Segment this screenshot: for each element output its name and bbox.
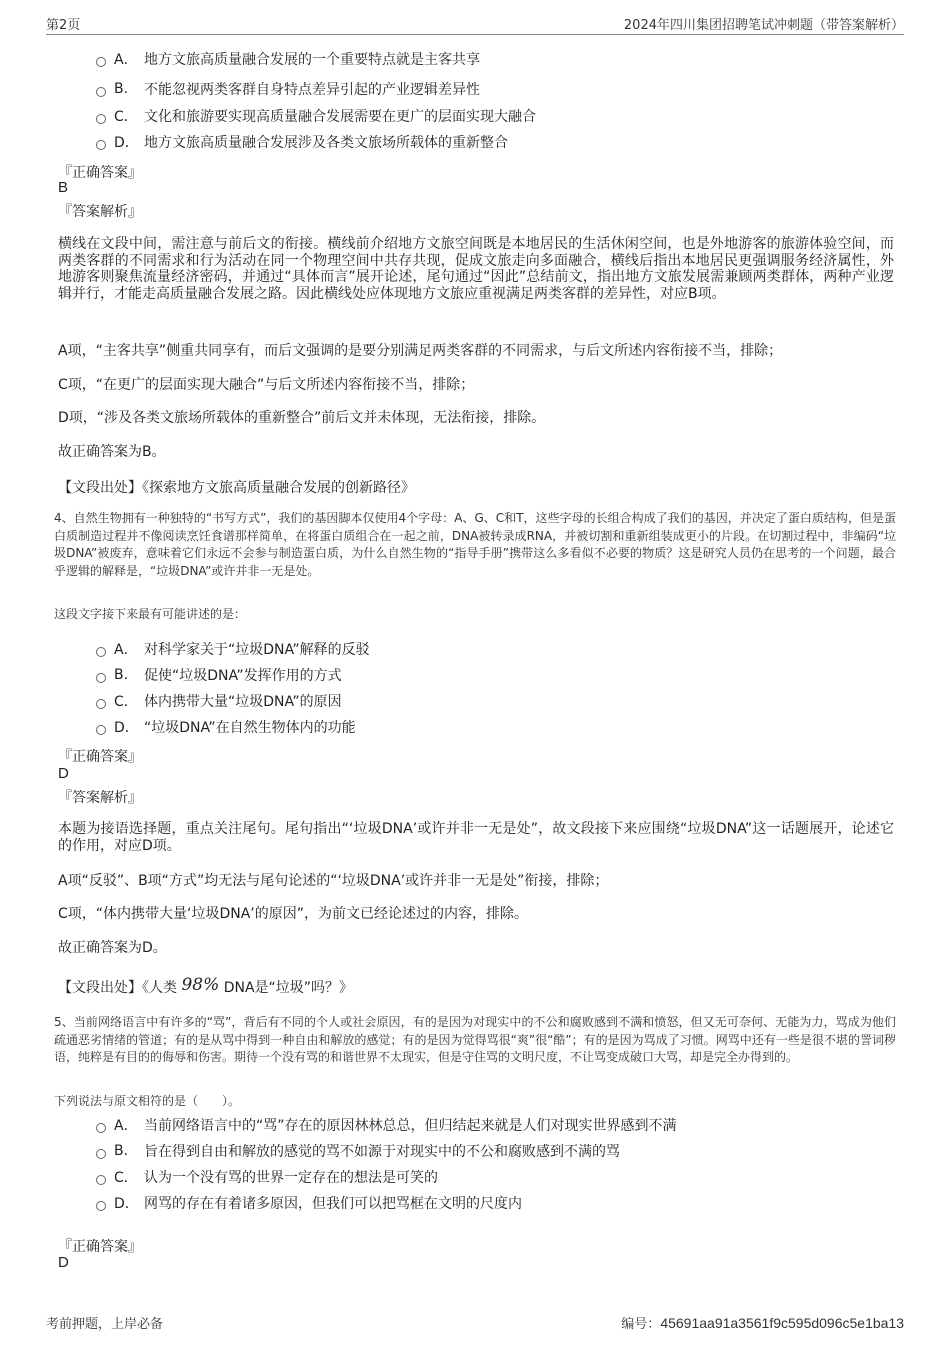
q5-question: 下列说法与原文相符的是（ ）。 [54, 1094, 241, 1108]
q5-answer: D [58, 1254, 69, 1271]
q3-option-a[interactable]: A． 地方文旅高质量融合发展的一个重要特点就是主客共享 [96, 48, 480, 70]
q5-option-c[interactable]: C． 认为一个没有骂的世界一定存在的想法是可笑的 [96, 1166, 438, 1188]
radio-icon[interactable] [96, 647, 106, 657]
q4-stem: 4、自然生物拥有一种独特的“书写方式”，我们的基因脚本仅使用4个字母：A、G、C和T，这些字母的长组合构成了我们的基因，并决定了蛋白质结构，但是蛋白质制造过程并不像阅读烹饪食谱那样简单，在将蛋白质组合在一起之前，DNA被转录成RNA，并被切割和重新组装成更小的片段。在切割过程中，非编码“垃圾DNA”被废弃，意味着它们永远不会参与制造蛋白质，为什么自然生物的“指导手册”携带这么多看似不必要的物质？这是研究人员仍在思考的一个问题，最合乎逻辑的解释是，“垃圾DNA”或许并非一无是处。 [54, 511, 896, 578]
q4-question: 这段文字接下来最有可能讲述的是： [54, 607, 247, 621]
radio-icon[interactable] [96, 1149, 106, 1159]
radio-icon[interactable] [96, 1123, 106, 1133]
radio-icon[interactable] [96, 1175, 106, 1185]
q3-analysis-c: C项，“在更广的层面实现大融合”与后文所述内容衔接不当，排除； [58, 377, 475, 393]
q4-option-a[interactable]: A． 对科学家关于“垃圾DNA”解释的反驳 [96, 638, 370, 660]
radio-icon[interactable] [96, 725, 106, 735]
q4-analysis-label: 『答案解析』 [58, 790, 142, 806]
q3-analysis-label: 『答案解析』 [58, 204, 142, 220]
q4-option-b[interactable]: B. 促使“垃圾DNA”发挥作用的方式 [96, 664, 342, 686]
radio-icon[interactable] [96, 1201, 106, 1211]
q5-stem: 5、当前网络语言中有许多的“骂”，背后有不同的个人或社会原因，有的是因为对现实中的不公和腐败感到不满和愤怒，但又无可奈何、无能为力，骂成为他们疏通恶劣情绪的管道；有的是从骂中得到一种自由和解放的感觉；有的是因为觉得骂很“爽”很“酷”；有的是因为骂成了习惯。网骂中还有一些是很不堪的詈词秽语，纯粹是有目的的侮辱和伤害。期待一个没有骂的和谐世界不太现实，但是守住骂的文明尺度，不让骂变成破口大骂，却是完全办得到的。 [54, 1015, 896, 1064]
q4-source-percent: 98% [181, 975, 220, 995]
q3-source: 【文段出处】《探索地方文旅高质量融合发展的创新路径》 [58, 480, 415, 496]
q4-answer: D [58, 765, 69, 782]
page-footer [46, 1313, 904, 1333]
page-header [46, 12, 904, 35]
q3-analysis-paragraph: 横线在文段中间，需注意与前后文的衔接。横线前介绍地方文旅空间既是本地居民的生活休闲空间，也是外地游客的旅游体验空间，而两类客群的不同需求和行为活动在同一个物理空间中共存共现，促成文旅走向多面融合，横线后指出本地居民更强调服务经济属性，外地游客则聚焦流量经济密码，并通过“具体而言”展开论述，尾句通过“因此”总结前文，指出地方文旅发展需兼顾两类群体，两种产业逻辑并行，才能走高质量融合发展之路。因此横线处应体现地方文旅应重视满足两类客群的差异性，对应B项。 [58, 236, 894, 302]
q4-option-c[interactable]: C． 体内携带大量“垃圾DNA”的原因 [96, 690, 342, 712]
q3-answer-label: 『正确答案』 [58, 165, 142, 181]
radio-icon[interactable] [96, 140, 106, 150]
q4-analysis-ab: A项“反驳”、B项“方式”均无法与尾句论述的“‘垃圾DNA’或许并非一无是处”衔接，排除； [58, 873, 609, 889]
q3-answer: B [58, 179, 69, 196]
page-number: 第2页 [46, 18, 81, 33]
q4-answer-label: 『正确答案』 [58, 749, 142, 765]
document-code: 编号：45691aa91a3561f9c595d096c5e1ba13 [621, 1315, 904, 1332]
radio-icon[interactable] [96, 87, 106, 97]
radio-icon[interactable] [96, 673, 106, 683]
radio-icon[interactable] [96, 114, 106, 124]
footer-slogan: 考前押题，上岸必备 [46, 1317, 164, 1332]
q3-analysis-d: D项，“涉及各类文旅场所载体的重新整合”前后文并未体现，无法衔接，排除。 [58, 410, 546, 426]
q3-option-d[interactable]: D． 地方文旅高质量融合发展涉及各类文旅场所载体的重新整合 [96, 131, 508, 153]
q4-source: 【文段出处】《人类 98% DNA是“垃圾”吗？》 [58, 975, 354, 996]
q4-conclusion: 故正确答案为D。 [58, 940, 167, 956]
radio-icon[interactable] [96, 699, 106, 709]
q4-analysis-paragraph: 本题为接语选择题，重点关注尾句。尾句指出“‘垃圾DNA’或许并非一无是处”，故文段接下来应围绕“垃圾DNA”这一话题展开，论述它的作用，对应D项。 [58, 821, 894, 854]
q5-option-a[interactable]: A． 当前网络语言中的“骂”存在的原因林林总总，但归结起来就是人们对现实世界感到不满 [96, 1114, 677, 1136]
q4-option-d[interactable]: D． “垃圾DNA”在自然生物体内的功能 [96, 716, 356, 738]
radio-icon[interactable] [96, 57, 106, 67]
document-title: 2024年四川集团招聘笔试冲刺题（带答案解析） [623, 18, 904, 33]
q3-analysis-a: A项，“主客共享”侧重共同享有，而后文强调的是要分别满足两类客群的不同需求，与后文所述内容衔接不当，排除； [58, 343, 783, 359]
q3-conclusion: 故正确答案为B。 [58, 444, 166, 460]
q3-option-c[interactable]: C． 文化和旅游要实现高质量融合发展需要在更广的层面实现大融合 [96, 105, 536, 127]
q5-option-d[interactable]: D． 网骂的存在有着诸多原因，但我们可以把骂框在文明的尺度内 [96, 1192, 522, 1214]
q5-option-b[interactable]: B. 旨在得到自由和解放的感觉的骂不如源于对现实中的不公和腐败感到不满的骂 [96, 1140, 620, 1162]
q3-option-b[interactable]: B. 不能忽视两类客群自身特点差异引起的产业逻辑差异性 [96, 78, 480, 100]
q5-answer-label: 『正确答案』 [58, 1239, 142, 1255]
q4-analysis-c: C项，“体内携带大量‘垃圾DNA’的原因”，为前文已经论述过的内容，排除。 [58, 906, 529, 922]
